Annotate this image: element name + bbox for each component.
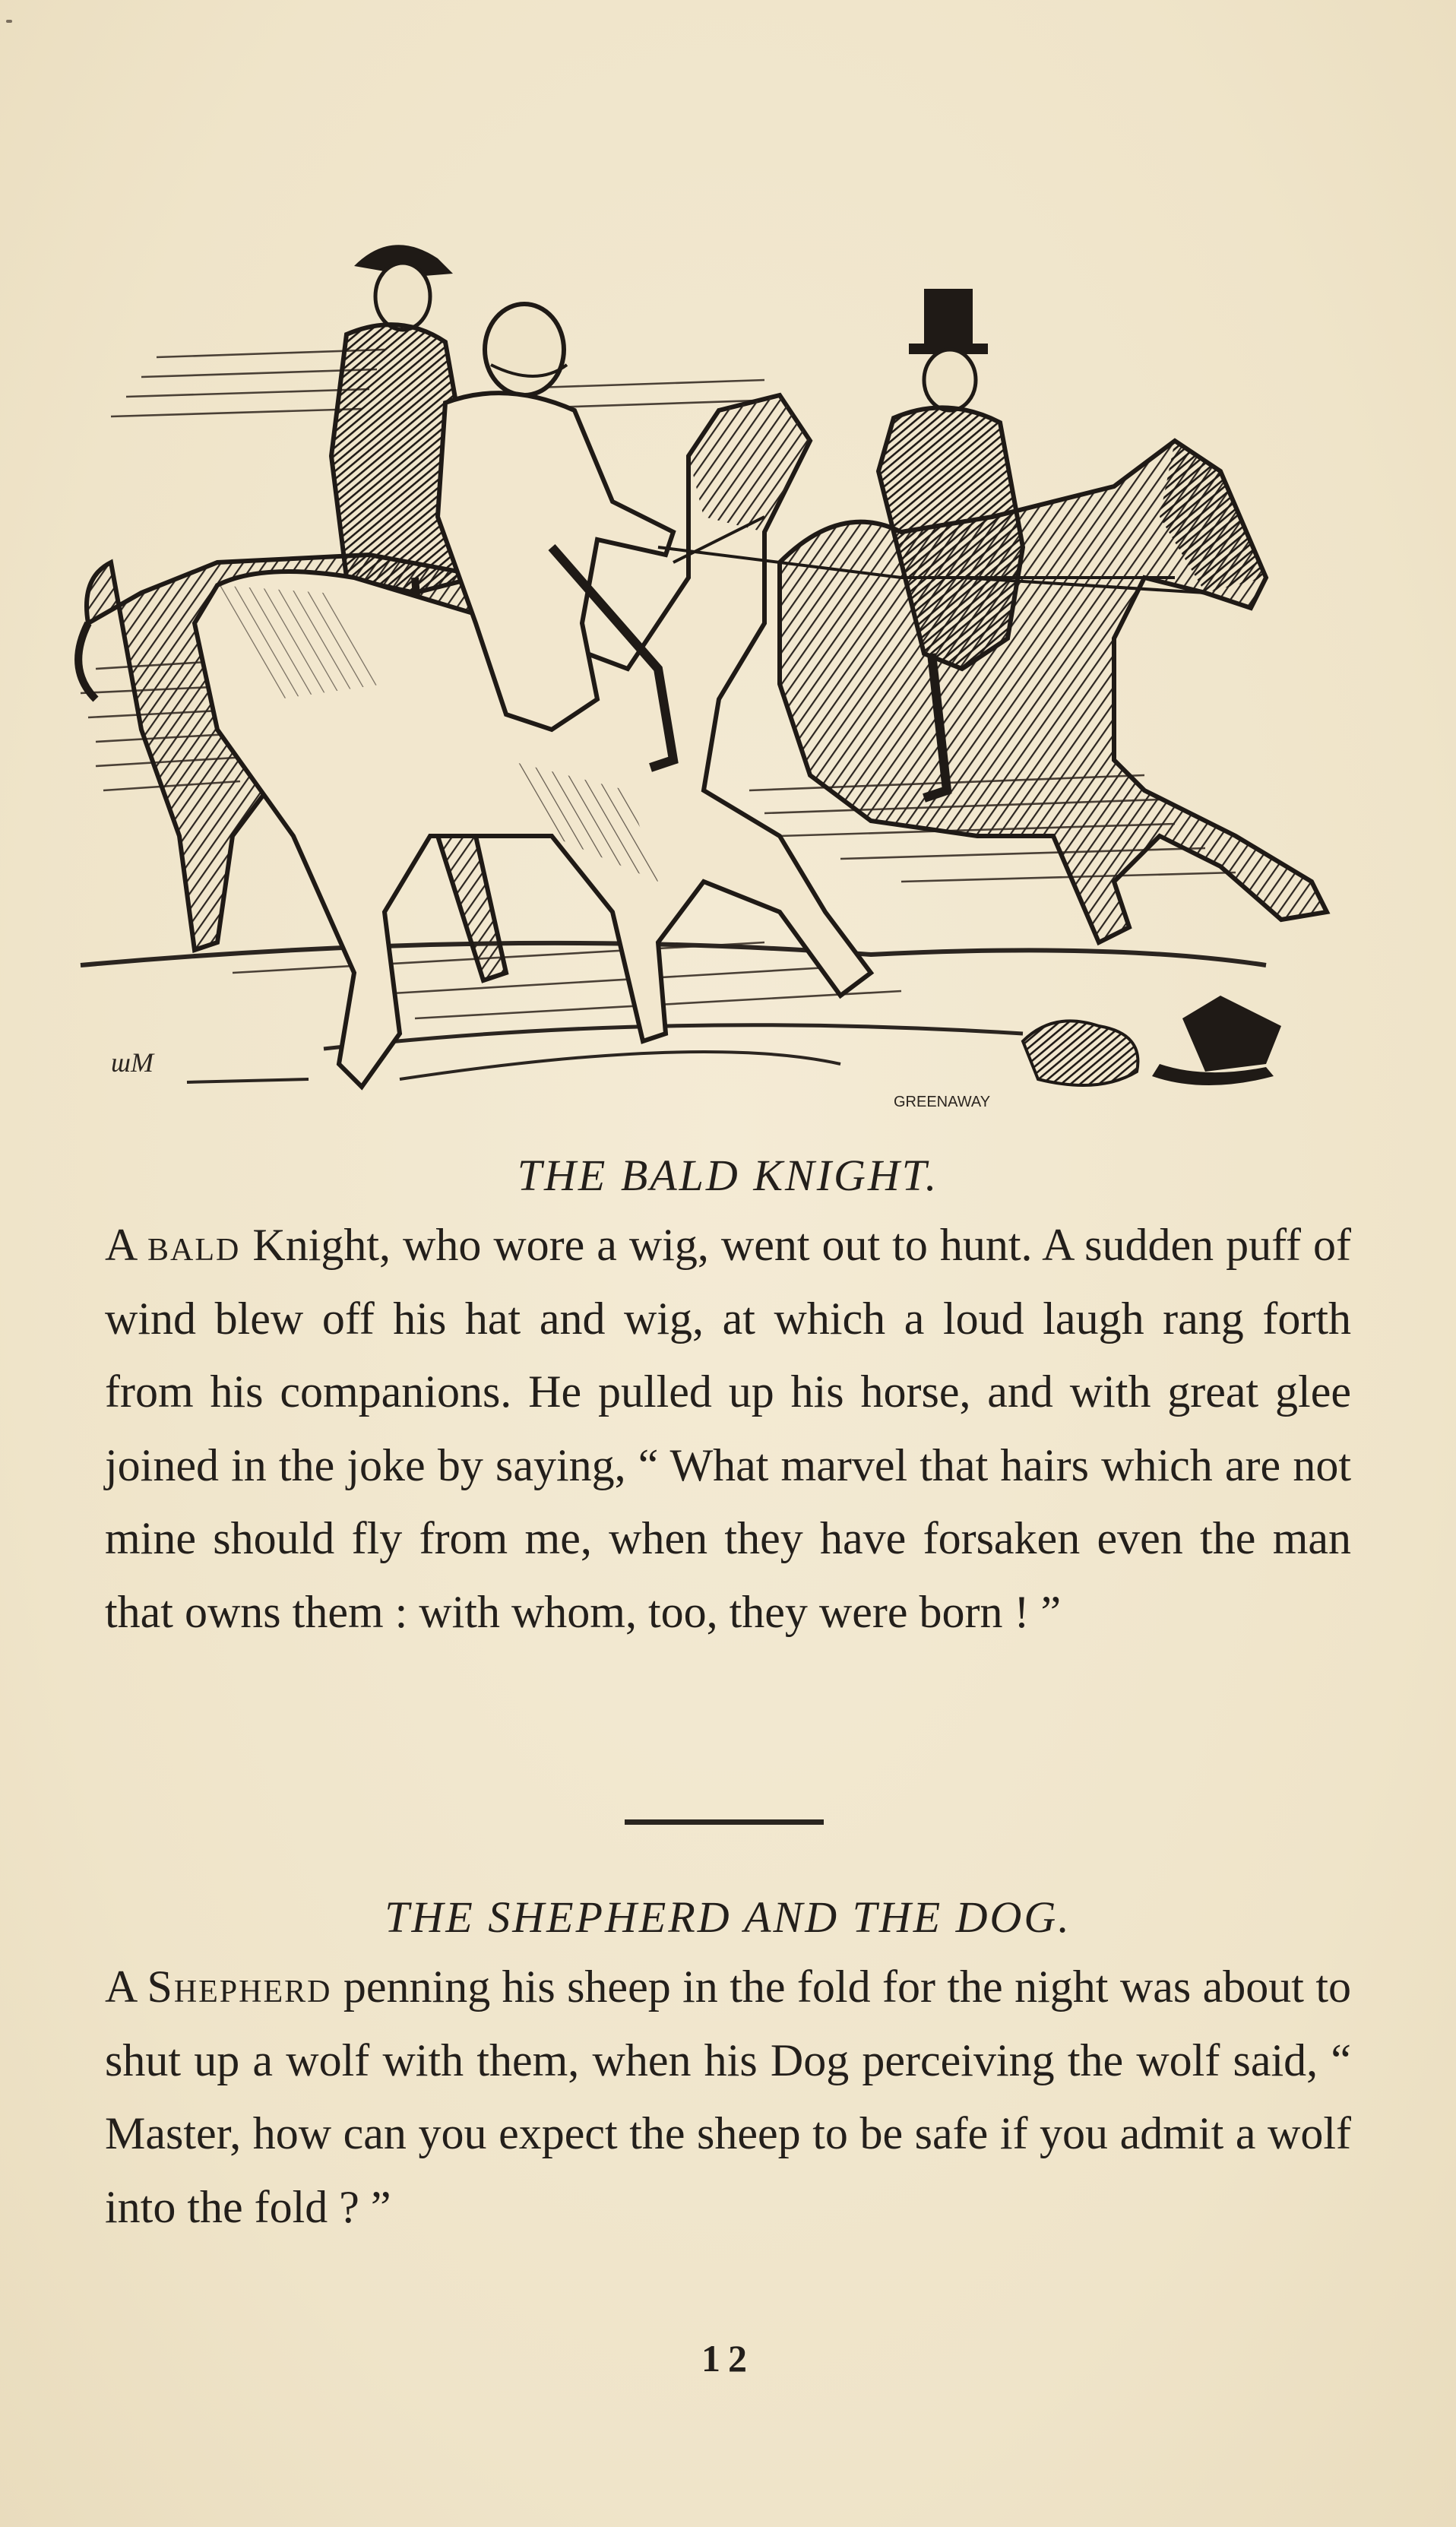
fable-text-bald-knight [105,1208,1351,1648]
opening-word: A [105,1220,136,1270]
fable-title-bald-knight: THE BALD KNIGHT. [517,1151,939,1200]
speck [6,20,12,23]
section-divider [625,1819,824,1825]
engraving-bald-knight [50,122,1388,1110]
svg-text:ɯM: ɯM [111,1047,154,1078]
fallen-hat-and-wig [1023,996,1281,1085]
fable-body-text: penning his sheep in the fold for the night was about to shut up a wolf with them, when his Dog perceiving the wolf said, “ Master, how can you expect the sheep to be safe if you admit a wolf into the fold ? ” [105,1962,1351,2232]
fable-body-text: Knight, who wore a wig, went out to hunt. A sudden puff of wind blew off his hat and wig, at which a loud laugh rang forth from his companions. He pulled up his horse, and with great glee joined in the joke by saying, “ What marvel that hairs which are not mine should fly from me, when they have forsaken even the man that owns them : with whom, too, they were born ! ” [105,1220,1352,1637]
opening-smallcaps: bald [147,1220,241,1270]
fable-title-shepherd-dog: THE SHEPHERD AND THE DOG. [385,1892,1071,1942]
fable-text-shepherd-dog [105,1950,1351,2244]
right-dark-horse [780,441,1327,942]
opening-word: A [105,1962,136,2012]
engraver-marks [111,1047,990,1110]
opening-smallcaps: Shepherd [147,1962,332,2012]
page-number: 12 [701,2337,755,2380]
engraver-signature: GREENAWAY [894,1094,991,1110]
